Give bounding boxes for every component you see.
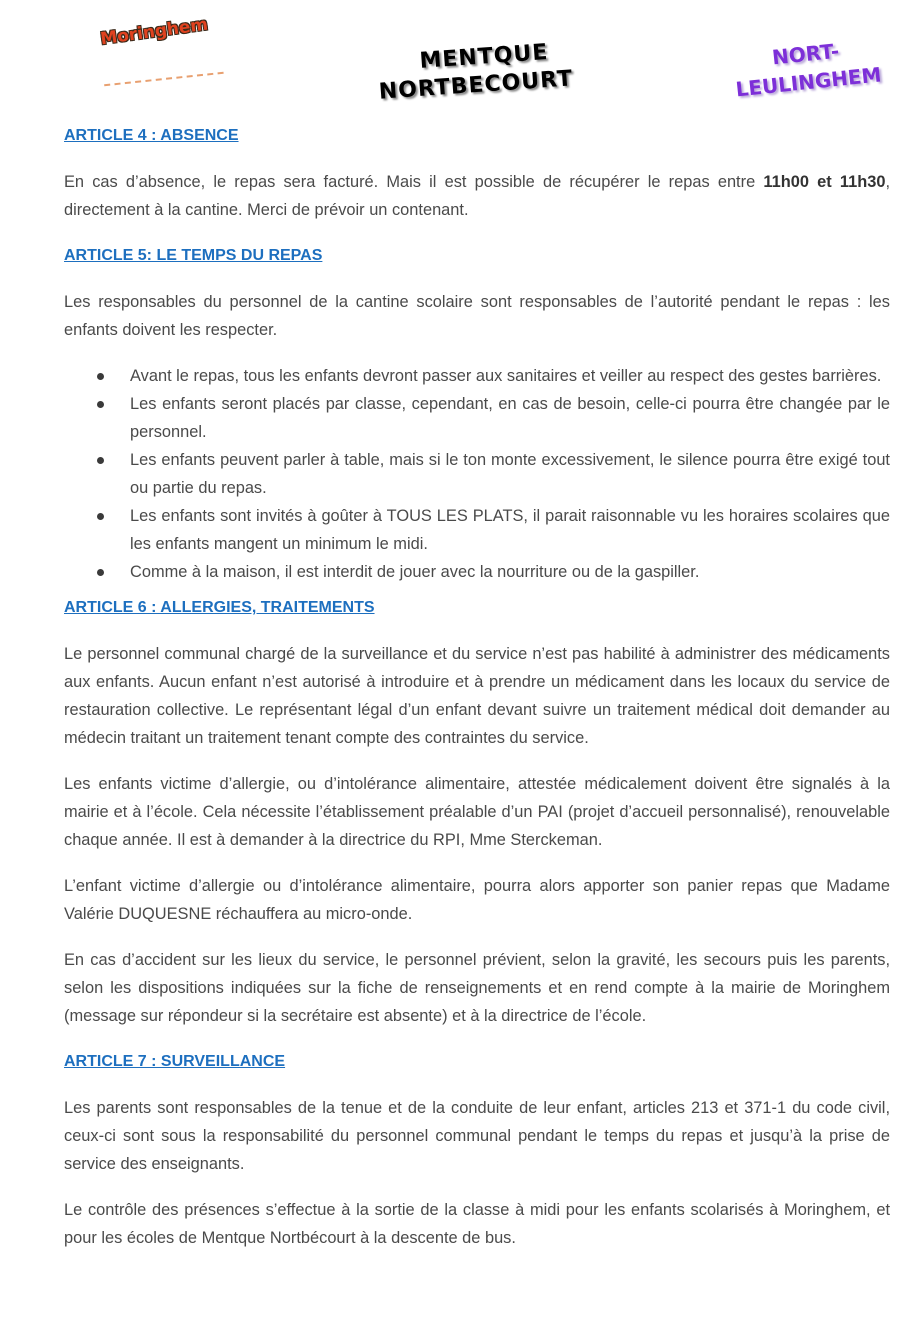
logo-underline-decoration	[104, 72, 224, 89]
article-7-heading: ARTICLE 7 : SURVEILLANCE	[64, 1053, 286, 1070]
article-4-paragraph	[64, 168, 890, 224]
article-6-paragraph-1: Le personnel communal chargé de la surveillance et du service n’est pas habilité à administrer des médicaments aux enfants. Aucun enfant n’est autorisé à introduire et à prendre un médicament dans les locaux du service de restauration collective. Le représentant légal d’un enfant devant suivre un traitement médical doit demander au médecin traitant un traitement tenant compte des contraintes du service.	[64, 645, 890, 747]
list-item-text: Les enfants sont invités à goûter à TOUS LES PLATS, il parait raisonnable vu les horaires scolaires que les enfants mangent un minimum le midi.	[130, 507, 890, 553]
document-body	[64, 122, 890, 1270]
article-6-paragraph-4: En cas d’accident sur les lieux du service, le personnel prévient, selon la gravité, les secours puis les parents, selon les dispositions indiquées sur la fiche de renseignements et en rend compte à la mairie de Moringhem (message sur répondeur si la secrétaire est absente) et à la directrice de l’école.	[64, 951, 890, 1025]
logo-mentque-nortbecourt	[356, 39, 596, 105]
logo-moringhem: Moringhem	[99, 14, 210, 50]
bullet-icon	[97, 569, 104, 576]
article-5-bullet-list	[64, 362, 890, 586]
article-5-heading: ARTICLE 5: LE TEMPS DU REPAS	[64, 247, 323, 264]
bullet-icon	[97, 457, 104, 464]
list-item	[64, 502, 890, 558]
article-4-text-before: En cas d’absence, le repas sera facturé. Mais il est possible de récupérer le repas entre	[64, 173, 764, 191]
list-item-text: Les enfants peuvent parler à table, mais si le ton monte excessivement, le silence pourra être exigé tout ou partie du repas.	[130, 451, 890, 497]
list-item	[64, 362, 890, 390]
bullet-icon	[97, 373, 104, 380]
article-4-heading: ARTICLE 4 : ABSENCE	[64, 127, 239, 144]
logo-nort-leulinghem	[729, 32, 884, 103]
logo-nort-line2: LEULINGHEM	[734, 62, 883, 102]
article-7-paragraph-2: Le contrôle des présences s’effectue à la sortie de la classe à midi pour les enfants scolarisés à Moringhem, et pour les écoles de Mentque Nortbécourt à la descente de bus.	[64, 1201, 890, 1247]
logo-nort-line1: NORT-	[770, 38, 841, 70]
logo-mentque-line2: NORTBECOURT	[378, 66, 574, 105]
list-item-text: Les enfants seront placés par classe, cependant, en cas de besoin, celle-ci pourra être changée par le personnel.	[130, 395, 890, 441]
list-item	[64, 558, 890, 586]
logo-mentque-line1: MENTQUE	[418, 39, 550, 74]
list-item-text: Comme à la maison, il est interdit de jouer avec la nourriture ou de la gaspiller.	[130, 563, 700, 581]
list-item	[64, 446, 890, 502]
list-item-text: Avant le repas, tous les enfants devront passer aux sanitaires et veiller au respect des gestes barrières.	[130, 367, 882, 385]
article-6-paragraph-3: L’enfant victime d’allergie ou d’intolérance alimentaire, pourra alors apporter son panier repas que Madame Valérie DUQUESNE réchauffera au micro-onde.	[64, 877, 890, 923]
article-4-time-range: 11h00 et 11h30	[763, 173, 886, 191]
article-5-intro: Les responsables du personnel de la cantine scolaire sont responsables de l’autorité pendant le repas : les enfants doivent les respecter.	[64, 293, 890, 339]
bullet-icon	[97, 513, 104, 520]
list-item	[64, 390, 890, 446]
article-6-heading: ARTICLE 6 : ALLERGIES, TRAITEMENTS	[64, 599, 375, 616]
article-7-paragraph-1: Les parents sont responsables de la tenue et de la conduite de leur enfant, articles 213 et 371-1 du code civil, ceux-ci sont sous la responsabilité du personnel communal pendant le temps du repas et jusqu’à la prise de service des enseignants.	[64, 1099, 890, 1173]
bullet-icon	[97, 401, 104, 408]
article-4-text-after: , directement à la cantine. Merci de prévoir un contenant.	[64, 173, 891, 219]
article-6-paragraph-2: Les enfants victime d’allergie, ou d’intolérance alimentaire, attestée médicalement doivent être signalés à la mairie et à l’école. Cela nécessite l’établissement préalable d’un PAI (projet d’accueil personnalisé), renouvelable chaque année. Il est à demander à la directrice du RPI, Mme Sterckeman.	[64, 775, 890, 849]
